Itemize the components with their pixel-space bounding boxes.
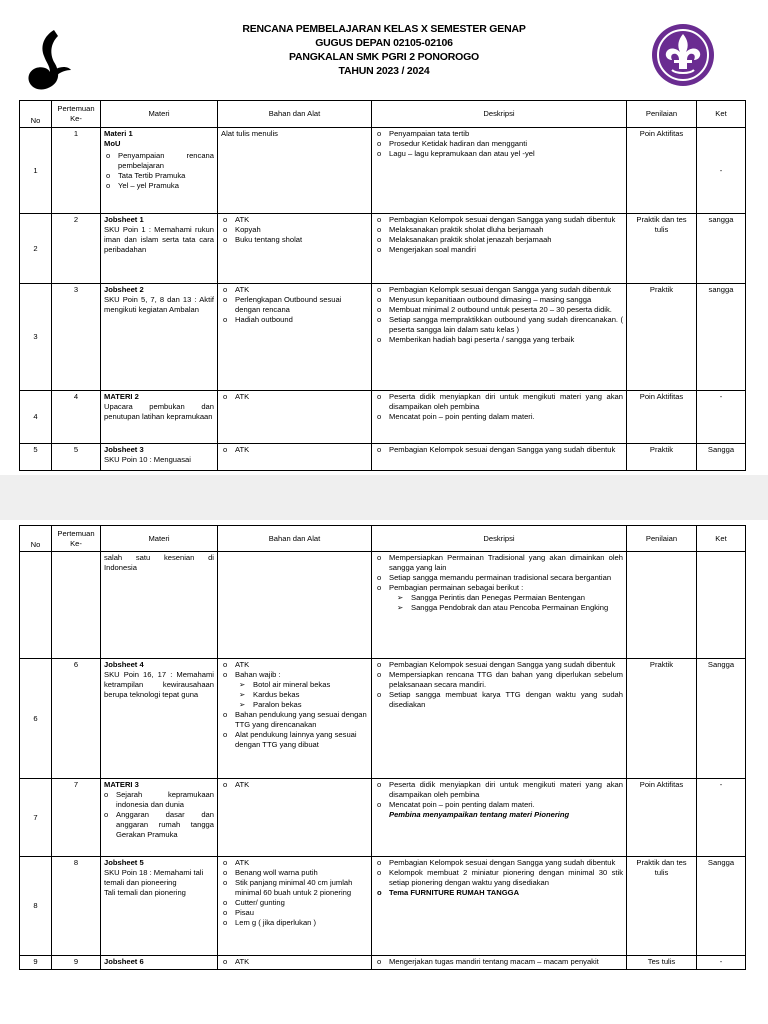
row-pertemuan: 9 <box>52 956 101 970</box>
table-row <box>20 284 746 391</box>
header-title: RENCANA PEMBELAJARAN KELAS X SEMESTER GENAP <box>242 23 526 35</box>
list-item: o Pembagian Kelompok sesuai dengan Sangga yang sudah dibentuk <box>389 858 623 868</box>
row-materi <box>101 857 218 956</box>
table-row <box>20 857 746 956</box>
col-pertemuan: Pertemuan Ke- <box>52 526 101 552</box>
list-item: o Penyampaian tata tertib <box>389 129 623 139</box>
row-materi <box>101 779 218 857</box>
materi-text: SKU Poin 18 : Memahami tali temali dan pioneering <box>104 868 204 887</box>
list-item: o Mengerjakan tugas mandiri tentang macam – macam penyakit <box>389 957 623 967</box>
materi-title: Jobsheet 1 <box>104 215 144 224</box>
list-item: o Kopyah <box>235 225 368 235</box>
col-penilaian: Penilaian <box>627 101 697 128</box>
row-bahan <box>218 659 372 779</box>
list-item: o ATK <box>235 445 368 455</box>
list-item: ➢ Sangga Pendobrak dan atau Pencoba Permainan Engking <box>411 603 623 613</box>
row-bahan <box>218 857 372 956</box>
row-deskripsi <box>372 214 627 284</box>
row-no: 4 <box>20 391 52 444</box>
row-ket: Sangga <box>697 857 746 956</box>
materi-title: Jobsheet 3 <box>104 445 144 454</box>
table-row <box>20 391 746 444</box>
materi-sub: MoU <box>104 139 121 148</box>
list-item: o ATK <box>235 215 368 225</box>
list-item: o Menyusun kepanitiaan outbound dimasing – masing sangga <box>389 295 623 305</box>
row-materi <box>101 659 218 779</box>
row-materi <box>101 444 218 471</box>
col-ket: Ket <box>697 101 746 128</box>
materi-title: Jobsheet 2 <box>104 285 144 294</box>
list-item: o Setiap sangga memandu permainan tradisional secara bergantian <box>389 573 623 583</box>
lesson-plan-table-page-1 <box>19 100 746 471</box>
col-ket: Ket <box>697 526 746 552</box>
list-item: o Mempersiapkan Permainan Tradisional yang akan dimainkan oleh sangga yang lain <box>389 553 623 573</box>
row-ket: - <box>697 128 746 214</box>
list-item: o Lagu – lagu kepramukaan dan atau yel -yel <box>389 149 623 159</box>
list-item: o ATK <box>235 392 368 402</box>
materi-title: Materi 1 <box>104 129 133 138</box>
row-bahan <box>218 956 372 970</box>
row-pertemuan: 3 <box>52 284 101 391</box>
materi-text: SKU Poin 1 : Memahami rukun iman dan islam serta tata cara peribadahan <box>104 225 214 254</box>
materi-text: salah satu kesenian di Indonesia <box>104 553 214 572</box>
row-bahan: Alat tulis menulis <box>218 128 372 214</box>
row-pertemuan: 8 <box>52 857 101 956</box>
list-item: o Setiap sangga mempraktikkan outbound yang sudah direncanakan. ( peserta sangga lain dalam satu kelas ) <box>389 315 623 335</box>
materi-title: Jobsheet 6 <box>104 957 144 966</box>
row-pertemuan: 1 <box>52 128 101 214</box>
row-bahan <box>218 391 372 444</box>
row-bahan <box>218 444 372 471</box>
row-ket: sangga <box>697 214 746 284</box>
lesson-plan-table-page-2 <box>19 525 746 970</box>
row-pertemuan: 7 <box>52 779 101 857</box>
materi-title: Jobsheet 4 <box>104 660 144 669</box>
col-materi: Materi <box>101 526 218 552</box>
row-no: 8 <box>20 857 52 956</box>
document-header <box>0 22 768 78</box>
header-tahun: TAHUN 2023 / 2024 <box>338 65 430 77</box>
list-item: o Setiap sangga membuat karya TTG dengan waktu yang sudah disediakan <box>389 690 623 710</box>
materi-title: MATERI 3 <box>104 780 139 789</box>
row-deskripsi <box>372 857 627 956</box>
materi-text: SKU Poin 10 : Menguasai <box>104 455 191 464</box>
row-pertemuan: 4 <box>52 391 101 444</box>
row-bahan <box>218 284 372 391</box>
materi-title: Jobsheet 5 <box>104 858 144 867</box>
row-no: 9 <box>20 956 52 970</box>
col-pertemuan: Pertemuan Ke- <box>52 101 101 128</box>
header-pangkalan: PANGKALAN SMK PGRI 2 PONOROGO <box>288 51 480 63</box>
row-deskripsi <box>372 284 627 391</box>
list-item: o Mencatat poin – poin penting dalam materi. <box>389 412 623 422</box>
list-item: o ATK <box>235 858 368 868</box>
row-pertemuan: 6 <box>52 659 101 779</box>
col-deskripsi: Deskripsi <box>372 101 627 128</box>
list-item: o ATK <box>235 660 368 670</box>
header-gugus: GUGUS DEPAN 02105-02106 <box>315 37 453 49</box>
row-ket: - <box>697 956 746 970</box>
row-materi <box>101 552 218 659</box>
list-item: o Perlengkapan Outbound sesuai dengan rencana <box>235 295 368 315</box>
list-item: o Benang woll warna putih <box>235 868 368 878</box>
list-item: o Kelompok membuat 2 miniatur pionering dengan minimal 30 stik setiap pionering dengan waktu yang disediakan <box>389 868 623 888</box>
row-pertemuan: 2 <box>52 214 101 284</box>
table-row <box>20 552 746 659</box>
col-bahan: Bahan dan Alat <box>218 101 372 128</box>
row-no: 2 <box>20 214 52 284</box>
row-penilaian: Poin Aktifitas <box>627 391 697 444</box>
row-deskripsi <box>372 659 627 779</box>
list-item: o Membuat minimal 2 outbound untuk peserta 20 – 30 peserta didik. <box>389 305 623 315</box>
row-materi <box>101 956 218 970</box>
row-deskripsi <box>372 128 627 214</box>
row-penilaian: Poin Aktifitas <box>627 128 697 214</box>
list-item: o Tema FURNITURE RUMAH TANGGA <box>389 888 623 898</box>
table-header-row <box>20 101 746 128</box>
row-penilaian: Praktik dan tes tulis <box>627 857 697 956</box>
col-penilaian: Penilaian <box>627 526 697 552</box>
row-penilaian: Praktik <box>627 284 697 391</box>
row-ket: - <box>697 779 746 857</box>
list-item: o Pembagian Kelompk sesuai dengan Sangga yang sudah dibentuk <box>389 285 623 295</box>
list-item: o Prosedur Ketidak hadiran dan mengganti <box>389 139 623 149</box>
list-item: o Peserta didik menyiapkan diri untuk mengikuti materi yang akan disampaikan oleh pembina <box>389 392 623 412</box>
list-item: o Bahan pendukung yang sesuai dengan TTG yang direncanakan <box>235 710 368 730</box>
col-materi: Materi <box>101 101 218 128</box>
row-penilaian: Praktik <box>627 659 697 779</box>
list-item: o Peserta didik menyiapkan diri untuk mengikuti materi yang akan disampaikan oleh pembina <box>389 780 623 800</box>
col-deskripsi: Deskripsi <box>372 526 627 552</box>
list-item: o Buku tentang sholat <box>235 235 368 245</box>
list-item: o Lem g ( jika diperlukan ) <box>235 918 368 928</box>
list-item: ➢ Kardus bekas <box>253 690 368 700</box>
row-materi <box>101 391 218 444</box>
list-item: o Mempersiapkan rencana TTG dan bahan yang diperlukan sebelum pelaksanaan secara mandiri. <box>389 670 623 690</box>
list-item: o Mengerjakan soal mandiri <box>389 245 623 255</box>
list-item: ➢ Sangga Perintis dan Penegas Permaian Bentengan <box>411 593 623 603</box>
table-row <box>20 659 746 779</box>
list-item: o Pisau <box>235 908 368 918</box>
row-materi <box>101 128 218 214</box>
list-item: o Anggaran dasar dan anggaran rumah tangga Gerakan Pramuka <box>116 810 214 840</box>
row-deskripsi <box>372 552 627 659</box>
table-header-row <box>20 526 746 552</box>
table-row <box>20 444 746 471</box>
row-no: 3 <box>20 284 52 391</box>
row-ket: Sangga <box>697 659 746 779</box>
materi-text: SKU Poin 5, 7, 8 dan 13 : Aktif mengikuti kegiatan Ambalan <box>104 295 214 314</box>
col-no: No <box>20 526 52 552</box>
table-row <box>20 214 746 284</box>
row-no: 7 <box>20 779 52 857</box>
page-gap <box>0 475 768 520</box>
row-no: 1 <box>20 128 52 214</box>
row-deskripsi <box>372 956 627 970</box>
list-item: o ATK <box>235 780 368 790</box>
table-row <box>20 128 746 214</box>
list-item: o ATK <box>235 957 368 967</box>
list-item: o Tata Tertib Pramuka <box>118 171 214 181</box>
row-no: 6 <box>20 659 52 779</box>
list-item: o Hadiah outbound <box>235 315 368 325</box>
row-no: 5 <box>20 444 52 471</box>
row-materi <box>101 214 218 284</box>
list-item: o Melaksanakan praktik sholat dluha berjamaah <box>389 225 623 235</box>
list-item: ➢ Paralon bekas <box>253 700 368 710</box>
row-penilaian: Tes tulis <box>627 956 697 970</box>
list-item: o Bahan wajib : <box>235 670 368 680</box>
row-deskripsi <box>372 444 627 471</box>
col-no: No <box>20 101 52 128</box>
list-item: o Pembagian Kelompok sesuai dengan Sangga yang sudah dibentuk <box>389 660 623 670</box>
row-pertemuan: 5 <box>52 444 101 471</box>
row-deskripsi <box>372 391 627 444</box>
table-row <box>20 956 746 970</box>
row-bahan <box>218 779 372 857</box>
row-penilaian: Praktik dan tes tulis <box>627 214 697 284</box>
list-item: o ATK <box>235 285 368 295</box>
list-item: o Penyampaian rencana pembelajaran <box>118 151 214 171</box>
list-item: o Pembagian permainan sebagai berikut : <box>389 583 623 593</box>
list-item: o Alat pendukung lainnya yang sesuai dengan TTG yang dibuat <box>235 730 368 750</box>
row-ket: Sangga <box>697 444 746 471</box>
list-item: o Sejarah kepramukaan indonesia dan dunia <box>116 790 214 810</box>
materi-text: Tali temali dan pionering <box>104 888 186 897</box>
materi-text: Upacara pembukan dan penutupan latihan kepramukaan <box>104 402 214 421</box>
materi-title: MATERI 2 <box>104 392 139 401</box>
row-penilaian: Praktik <box>627 444 697 471</box>
deskripsi-note: Pembina menyampaikan tentang materi Pionering <box>389 810 570 819</box>
table-row <box>20 779 746 857</box>
row-ket: - <box>697 391 746 444</box>
list-item: o Pembagian Kelompok sesuai dengan Sangga yang sudah dibentuk <box>389 215 623 225</box>
list-item: o Pembagian Kelompok sesuai dengan Sangga yang sudah dibentuk <box>389 445 623 455</box>
row-ket: sangga <box>697 284 746 391</box>
row-materi <box>101 284 218 391</box>
list-item: o Yel – yel Pramuka <box>118 181 214 191</box>
row-bahan <box>218 214 372 284</box>
list-item: o Stik panjang minimal 40 cm jumlah minimal 60 buah untuk 2 pionering <box>235 878 368 898</box>
row-penilaian: Poin Aktifitas <box>627 779 697 857</box>
list-item: o Memberikan hadiah bagi peserta / sangga yang terbaik <box>389 335 623 345</box>
list-item: ➢ Botol air mineral bekas <box>253 680 368 690</box>
materi-text: SKU Poin 16, 17 : Memahami ketrampilan kewirausahaan berupa teknologi tepat guna <box>104 670 214 699</box>
col-bahan: Bahan dan Alat <box>218 526 372 552</box>
list-item: o Mencatat poin – poin penting dalam materi. <box>389 800 623 810</box>
list-item: o Melaksanakan praktik sholat jenazah berjamaah <box>389 235 623 245</box>
list-item: o Cutter/ gunting <box>235 898 368 908</box>
row-deskripsi <box>372 779 627 857</box>
